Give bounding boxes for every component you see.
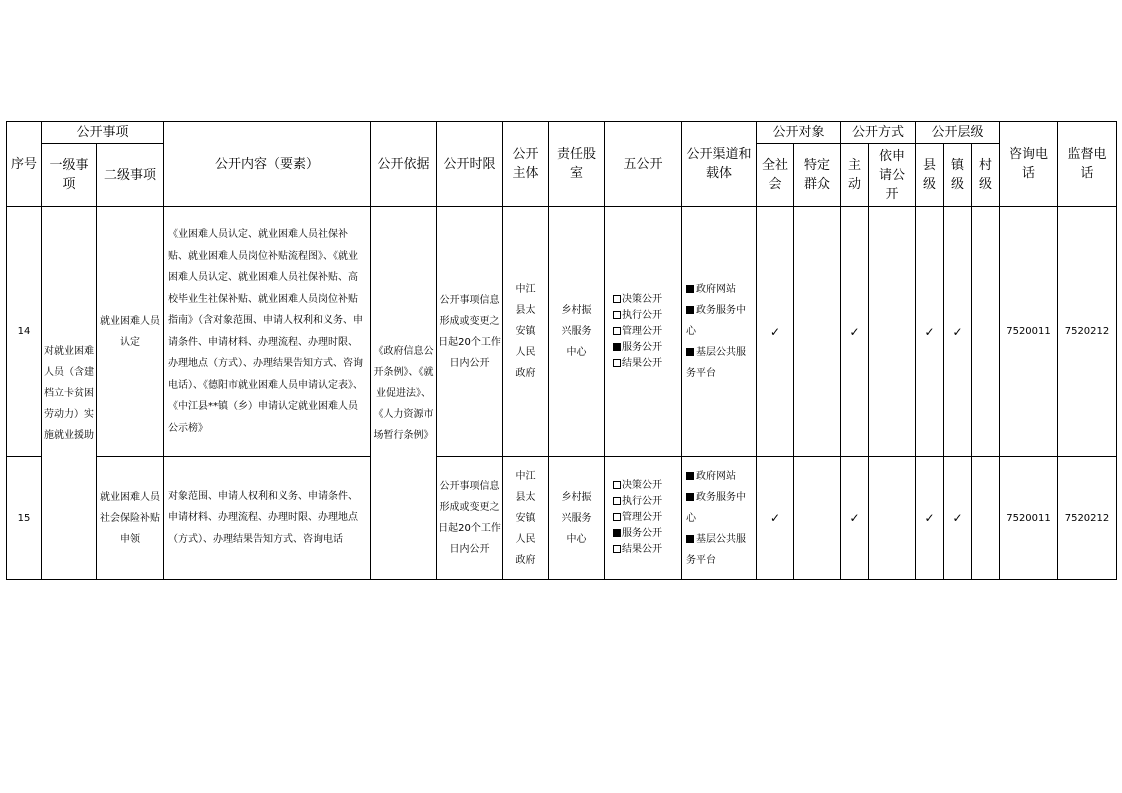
channel-item: 政务服务中心 [686, 305, 746, 337]
five-option: 管理公开 [613, 324, 677, 340]
header-level-group: 公开层级 [916, 122, 1000, 144]
checkbox-icon [613, 497, 621, 505]
five-cell [605, 457, 682, 580]
checked-box-icon [613, 343, 621, 351]
office-cell: 乡村振兴服务中心 [549, 457, 605, 580]
header-seq: 序号 [7, 122, 42, 207]
level-village-check [972, 457, 1000, 580]
header-target-specific: 特定群众 [794, 144, 841, 207]
level-village-check [972, 207, 1000, 457]
channel-item: 基层公共服务平台 [686, 533, 746, 566]
method-apply-check [869, 207, 916, 457]
checkbox-icon [613, 295, 621, 303]
five-cell [605, 207, 682, 457]
target-specific-check [794, 207, 841, 457]
level-town-check: ✓ [944, 457, 972, 580]
row-seq: 15 [7, 457, 42, 580]
table-row [7, 457, 1117, 580]
five-option: 结果公开 [613, 356, 677, 372]
checkbox-icon [613, 513, 621, 521]
checkbox-icon [613, 545, 621, 553]
header-time-limit: 公开时限 [437, 122, 503, 207]
channel-cell [682, 457, 757, 580]
checkbox-icon [613, 327, 621, 335]
channel-item: 政务服务中心 [686, 491, 746, 524]
five-option: 结果公开 [613, 542, 677, 558]
time-limit-cell: 公开事项信息形成或变更之日起20个工作日内公开 [437, 207, 503, 457]
consult-phone: 7520011 [1000, 207, 1058, 457]
supervise-phone: 7520212 [1058, 207, 1117, 457]
channel-cell [682, 207, 757, 457]
five-option: 服务公开 [613, 340, 677, 356]
supervise-phone: 7520212 [1058, 457, 1117, 580]
five-option: 服务公开 [613, 526, 677, 542]
five-option: 管理公开 [613, 510, 677, 526]
level-county-check: ✓ [916, 207, 944, 457]
five-option: 决策公开 [613, 478, 677, 494]
method-apply-check [869, 457, 916, 580]
header-consult: 咨询电话 [1000, 122, 1058, 207]
channel-item: 基层公共服务平台 [686, 347, 746, 379]
header-level1: 一级事项 [42, 144, 97, 207]
channel-item: 政府网站 [686, 466, 752, 487]
target-all-check: ✓ [757, 457, 794, 580]
time-limit-cell: 公开事项信息形成或变更之日起20个工作日内公开 [437, 457, 503, 580]
consult-phone: 7520011 [1000, 457, 1058, 580]
filled-square-icon [686, 285, 694, 293]
header-level-county: 县级 [916, 144, 944, 207]
content-cell: 《业困难人员认定、就业困难人员社保补贴、就业困难人员岗位补贴流程图》、《就业困难人员认定、就业困难人员社保补贴、高校毕业生社保补贴、就业困难人员岗位补贴指南》（含对象范围、申请人权利和义务、申请条件、申请材料、办理流程、办理时限、办理地点（方式）、办理结果告知方式、咨询电话）、《德阳市就业困难人员申请认定表》、《中江县**镇（乡）申请认定就业困难人员公示榜》 [164, 207, 371, 457]
filled-square-icon [686, 306, 694, 314]
header-method-active: 主动 [841, 144, 869, 207]
basis-cell: 《政府信息公开条例》、《就业促进法》、《人力资源市场暂行条例》 [371, 207, 437, 580]
checkbox-icon [613, 481, 621, 489]
header-method-group: 公开方式 [841, 122, 916, 144]
method-active-check: ✓ [841, 207, 869, 457]
disclosure-table [6, 121, 1117, 580]
method-active-check: ✓ [841, 457, 869, 580]
header-supervise: 监督电话 [1058, 122, 1117, 207]
header-basis: 公开依据 [371, 122, 437, 207]
table-row [7, 207, 1117, 457]
subject-cell: 中江县太安镇人民政府 [503, 207, 549, 457]
checkbox-icon [613, 359, 621, 367]
header-office: 责任股室 [549, 122, 605, 207]
header-channel: 公开渠道和载体 [682, 122, 757, 207]
five-option: 执行公开 [613, 494, 677, 510]
target-specific-check [794, 457, 841, 580]
target-all-check: ✓ [757, 207, 794, 457]
filled-square-icon [686, 472, 694, 480]
header-items-group: 公开事项 [42, 122, 164, 144]
header-five: 五公开 [605, 122, 682, 207]
content-cell: 对象范围、申请人权利和义务、申请条件、申请材料、办理流程、办理时限、办理地点（方式）、办理结果告知方式、咨询电话 [164, 457, 371, 580]
level-county-check: ✓ [916, 457, 944, 580]
level2-item: 就业困难人员社会保险补贴申领 [97, 457, 164, 580]
channel-item: 政府网站 [686, 279, 752, 300]
checked-box-icon [613, 529, 621, 537]
header-method-apply: 依申请公开 [869, 144, 916, 207]
level1-item: 对就业困难人员（含建档立卡贫困劳动力）实施就业援助 [42, 207, 97, 580]
row-seq: 14 [7, 207, 42, 457]
five-option: 执行公开 [613, 308, 677, 324]
level-town-check: ✓ [944, 207, 972, 457]
filled-square-icon [686, 493, 694, 501]
checkbox-icon [613, 311, 621, 319]
header-level-town: 镇级 [944, 144, 972, 207]
five-option: 决策公开 [613, 292, 677, 308]
level2-item: 就业困难人员认定 [97, 207, 164, 457]
filled-square-icon [686, 535, 694, 543]
filled-square-icon [686, 348, 694, 356]
header-level-village: 村级 [972, 144, 1000, 207]
header-target-group: 公开对象 [757, 122, 841, 144]
header-target-all: 全社会 [757, 144, 794, 207]
header-subject: 公开主体 [503, 122, 549, 207]
header-level2: 二级事项 [97, 144, 164, 207]
header-content: 公开内容（要素） [164, 122, 371, 207]
subject-cell: 中江县太安镇人民政府 [503, 457, 549, 580]
office-cell: 乡村振兴服务中心 [549, 207, 605, 457]
